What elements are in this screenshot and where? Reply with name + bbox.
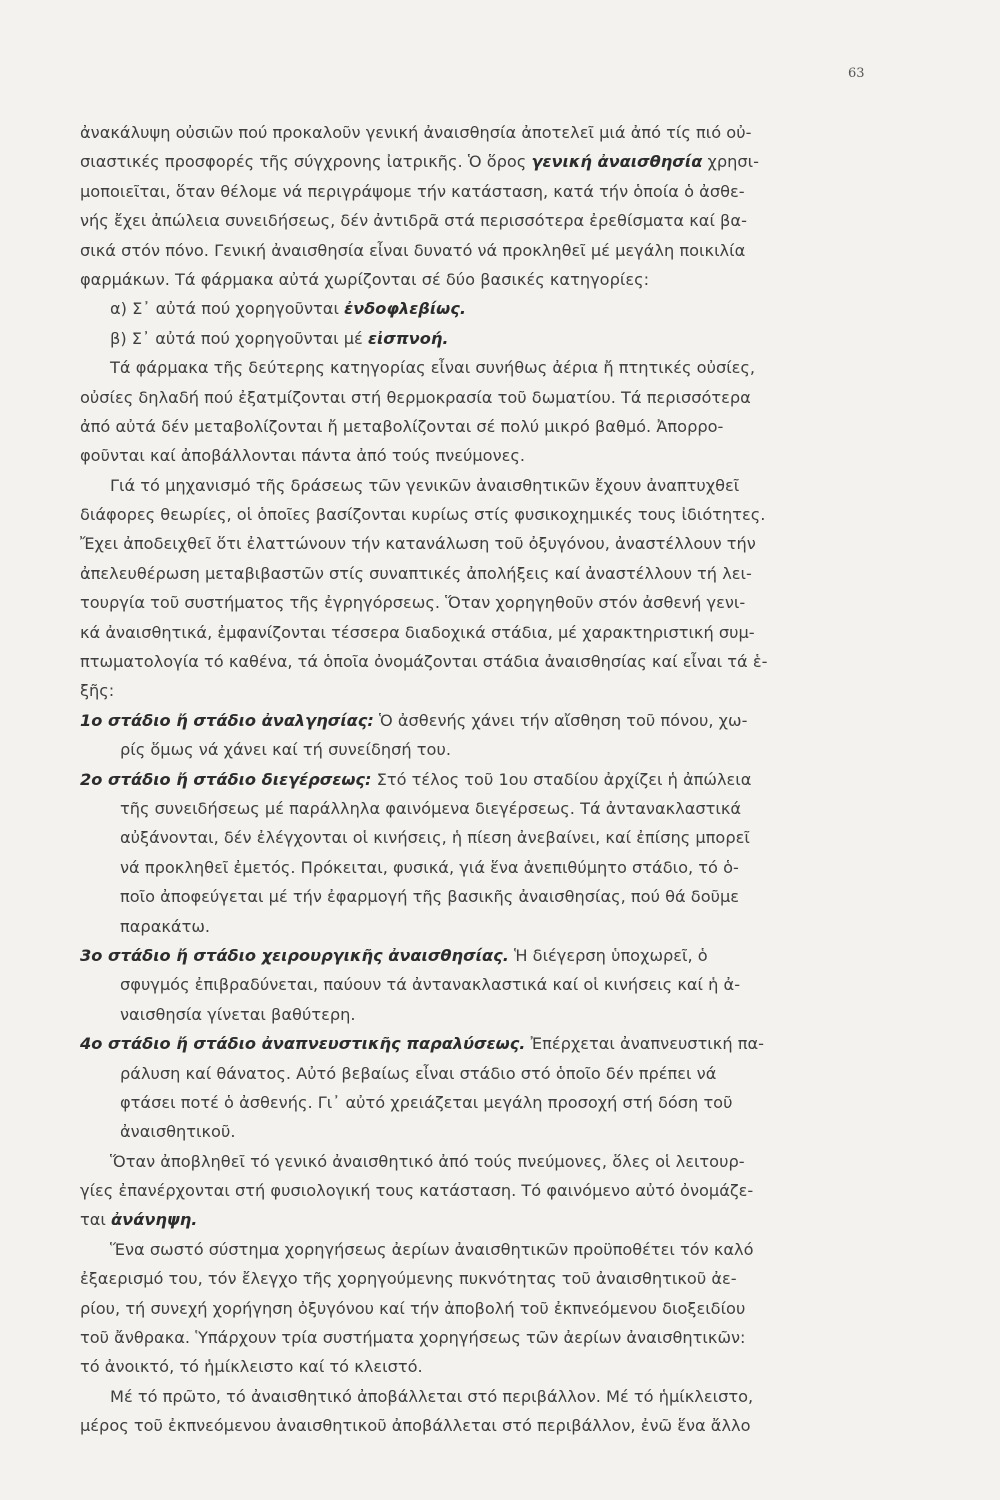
text-run: ἀναισθητικοῦ. bbox=[120, 1122, 236, 1142]
text-line bbox=[80, 735, 890, 764]
text-run: μοποιεῖται, ὅταν θέλομε νά περιγράψομε τήν κατάσταση, κατά τήν ὁποία ὁ ἀσθε- bbox=[80, 181, 745, 201]
text-line bbox=[80, 441, 890, 470]
text-line bbox=[80, 206, 890, 235]
text-line bbox=[80, 618, 890, 647]
text-run: ται bbox=[80, 1210, 112, 1230]
text-line bbox=[80, 265, 890, 294]
text-run: Ὅταν ἀποβληθεῖ τό γενικό ἀναισθητικό ἀπό τούς πνεύμονες, ὅλες οἱ λειτουρ- bbox=[110, 1151, 745, 1171]
text-run: Ἡ διέγερση ὑποχωρεῖ, ὁ bbox=[508, 945, 708, 965]
text-run: ἐξαερισμό του, τόν ἔλεγχο τῆς χορηγούμενης πυκνότητας τοῦ ἀναισθητικοῦ ἀε- bbox=[80, 1269, 737, 1289]
text-run: ξῆς: bbox=[80, 681, 115, 701]
text-line bbox=[80, 794, 890, 823]
text-run: Γιά τό μηχανισμό τῆς δράσεως τῶν γενικῶν ἀναισθητικῶν ἔχουν ἀναπτυχθεῖ bbox=[110, 475, 740, 495]
emphasized-term: ἐνδοφλεβίως. bbox=[344, 299, 466, 319]
text-run: τουργία τοῦ συστήματος τῆς ἐγρηγόρσεως. Ὅταν χορηγηθοῦν στόν ἀσθενή γενι- bbox=[80, 593, 746, 613]
emphasized-term: ἀνάνηψη. bbox=[111, 1210, 198, 1230]
text-line bbox=[80, 353, 890, 382]
body-text bbox=[80, 118, 890, 1441]
text-run: σφυγμός ἐπιβραδύνεται, παύουν τά ἀντανακλαστικά καί οἱ κινήσεις καί ἡ ἀ- bbox=[120, 975, 741, 995]
text-line bbox=[80, 647, 890, 676]
text-line bbox=[80, 1411, 890, 1440]
text-line bbox=[80, 1323, 890, 1352]
text-line bbox=[80, 823, 890, 852]
text-line bbox=[80, 324, 890, 353]
text-run: παρακάτω. bbox=[120, 916, 211, 936]
text-line bbox=[80, 912, 890, 941]
emphasized-term: 4ο στάδιο ἤ στάδιο ἀναπνευστικῆς παραλύσεως. bbox=[80, 1034, 526, 1054]
text-run: ρίς ὅμως νά χάνει καί τή συνείδησή του. bbox=[120, 740, 451, 760]
text-run: διάφορες θεωρίες, οἱ ὁποῖες βασίζονται κυρίως στίς φυσικοχημικές τους ἰδιότητες. bbox=[80, 505, 766, 525]
text-line bbox=[80, 1147, 890, 1176]
text-line bbox=[80, 1088, 890, 1117]
emphasized-term: γενική ἀναισθησία bbox=[531, 152, 703, 172]
emphasized-term: 3ο στάδιο ἤ στάδιο χειρουργικῆς ἀναισθησίας. bbox=[80, 945, 509, 965]
text-run: ἀπελευθέρωση μεταβιβαστῶν στίς συναπτικές ἀπολήξεις καί ἀναστέλλουν τή λει- bbox=[80, 563, 752, 583]
text-line bbox=[80, 118, 890, 147]
text-line bbox=[80, 412, 890, 441]
emphasized-term: εἰσπνοή. bbox=[367, 328, 449, 348]
text-run: νής ἔχει ἀπώλεια συνειδήσεως, δέν ἀντιδρᾶ στά περισσότερα ἐρεθίσματα καί βα- bbox=[80, 211, 747, 231]
text-run: μέρος τοῦ ἐκπνεόμενου ἀναισθητικοῦ ἀποβάλλεται στό περιβάλλον, ἐνῶ ἕνα ἄλλο bbox=[80, 1416, 751, 1436]
text-line bbox=[80, 588, 890, 617]
text-line bbox=[80, 1264, 890, 1293]
text-line bbox=[80, 177, 890, 206]
text-run: α) Σ᾽ αὐτά πού χορηγοῦνται bbox=[110, 299, 345, 319]
text-line bbox=[80, 941, 890, 970]
text-run: Ἕνα σωστό σύστημα χορηγήσεως ἀερίων ἀναισθητικῶν προϋποθέτει τόν καλό bbox=[110, 1239, 754, 1259]
emphasized-term: 2ο στάδιο ἤ στάδιο διεγέρσεως: bbox=[80, 769, 372, 789]
emphasized-term: 1ο στάδιο ἤ στάδιο ἀναλγησίας: bbox=[80, 710, 374, 730]
text-run: πτωματολογία τό καθένα, τά ὁποῖα ὀνομάζονται στάδια ἀναισθησίας καί εἶναι τά ἑ- bbox=[80, 652, 768, 672]
text-run: φτάσει ποτέ ὁ ἀσθενής. Γι᾽ αὐτό χρειάζεται μεγάλη προσοχή στή δόση τοῦ bbox=[120, 1092, 733, 1112]
text-run: Ἐπέρχεται ἀναπνευστική πα- bbox=[525, 1034, 764, 1054]
text-run: φοῦνται καί ἀποβάλλονται πάντα ἀπό τούς πνεύμονες. bbox=[80, 446, 526, 466]
text-run: χρησι- bbox=[702, 152, 759, 172]
text-line bbox=[80, 294, 890, 323]
text-run: Ἔχει ἀποδειχθεῖ ὅτι ἐλαττώνουν τήν κατανάλωση τοῦ ὀξυγόνου, ἀναστέλλουν τήν bbox=[80, 534, 756, 554]
text-line bbox=[80, 1235, 890, 1264]
text-run: οὐσίες δηλαδή πού ἐξατμίζονται στή θερμοκρασία τοῦ δωματίου. Τά περισσότερα bbox=[80, 387, 751, 407]
text-run: ἀνακάλυψη οὐσιῶν πού προκαλοῦν γενική ἀναισθησία ἀποτελεῖ μιά ἀπό τίς πιό οὐ- bbox=[80, 123, 752, 142]
text-run: κά ἀναισθητικά, ἐμφανίζονται τέσσερα διαδοχικά στάδια, μέ χαρακτηριστική συμ- bbox=[80, 622, 755, 642]
text-run: ἀπό αὐτά δέν μεταβολίζονται ἤ μεταβολίζονται σέ πολύ μικρό βαθμό. Ἀπορρο- bbox=[80, 416, 724, 436]
text-line bbox=[80, 1176, 890, 1205]
text-line bbox=[80, 1352, 890, 1381]
text-line bbox=[80, 1294, 890, 1323]
text-run: Μέ τό πρῶτο, τό ἀναισθητικό ἀποβάλλεται στό περιβάλλον. Μέ τό ἡμίκλειστο, bbox=[110, 1386, 754, 1406]
text-line bbox=[80, 1117, 890, 1146]
text-line bbox=[80, 559, 890, 588]
text-line bbox=[80, 1382, 890, 1411]
text-line bbox=[80, 1029, 890, 1058]
text-run: αὐξάνονται, δέν ἐλέγχονται οἱ κινήσεις, ἡ πίεση ἀνεβαίνει, καί ἐπίσης μπορεῖ bbox=[120, 828, 750, 848]
text-run: Τά φάρμακα τῆς δεύτερης κατηγορίας εἶναι συνήθως ἀέρια ἤ πτητικές οὐσίες, bbox=[110, 358, 756, 378]
text-run: τό ἀνοικτό, τό ἡμίκλειστο καί τό κλειστό. bbox=[80, 1357, 423, 1377]
text-run: ρίου, τή συνεχή χορήγηση ὀξυγόνου καί τήν ἀποβολή τοῦ ἐκπνεόμενου διοξειδίου bbox=[80, 1298, 746, 1318]
text-line bbox=[80, 706, 890, 735]
text-line bbox=[80, 882, 890, 911]
text-line bbox=[80, 1059, 890, 1088]
page-number: 63 bbox=[848, 66, 865, 81]
text-run: ναισθησία γίνεται βαθύτερη. bbox=[120, 1004, 356, 1024]
text-line bbox=[80, 147, 890, 176]
text-line bbox=[80, 236, 890, 265]
text-line bbox=[80, 853, 890, 882]
text-line bbox=[80, 529, 890, 558]
text-line bbox=[80, 1205, 890, 1234]
text-run: γίες ἐπανέρχονται στή φυσιολογική τους κατάσταση. Τό φαινόμενο αὐτό ὀνομάζε- bbox=[80, 1181, 754, 1201]
text-line bbox=[80, 765, 890, 794]
text-line bbox=[80, 471, 890, 500]
text-run: ποῖο ἀποφεύγεται μέ τήν ἐφαρμογή τῆς βασικῆς ἀναισθησίας, πού θά δοῦμε bbox=[120, 887, 740, 907]
text-line bbox=[80, 676, 890, 705]
text-line bbox=[80, 500, 890, 529]
text-run: νά προκληθεῖ ἐμετός. Πρόκειται, φυσικά, γιά ἕνα ἀνεπιθύμητο στάδιο, τό ὁ- bbox=[120, 857, 739, 877]
text-run: φαρμάκων. Τά φάρμακα αὐτά χωρίζονται σέ δύο βασικές κατηγορίες: bbox=[80, 269, 650, 289]
text-line bbox=[80, 383, 890, 412]
text-run: τῆς συνειδήσεως μέ παράλληλα φαινόμενα διεγέρσεως. Τά ἀντανακλαστικά bbox=[120, 798, 742, 818]
text-run: σιαστικές προσφορές τῆς σύγχρονης ἰατρικῆς. Ὁ ὅρος bbox=[80, 152, 532, 172]
text-line bbox=[80, 970, 890, 999]
text-run: Ὁ ἀσθενής χάνει τήν αἴσθηση τοῦ πόνου, χω- bbox=[373, 710, 748, 730]
text-run: ράλυση καί θάνατος. Αὐτό βεβαίως εἶναι στάδιο στό ὁποῖο δέν πρέπει νά bbox=[120, 1063, 717, 1083]
text-run: β) Σ᾽ αὐτά πού χορηγοῦνται μέ bbox=[110, 328, 368, 348]
text-run: σικά στόν πόνο. Γενική ἀναισθησία εἶναι δυνατό νά προκληθεῖ μέ μεγάλη ποικιλία bbox=[80, 240, 746, 260]
text-run: Στό τέλος τοῦ 1ου σταδίου ἀρχίζει ἡ ἀπώλεια bbox=[371, 769, 752, 789]
text-run: τοῦ ἄνθρακα. Ὑπάρχουν τρία συστήματα χορηγήσεως τῶν ἀερίων ἀναισθητικῶν: bbox=[80, 1328, 746, 1348]
text-line bbox=[80, 1000, 890, 1029]
